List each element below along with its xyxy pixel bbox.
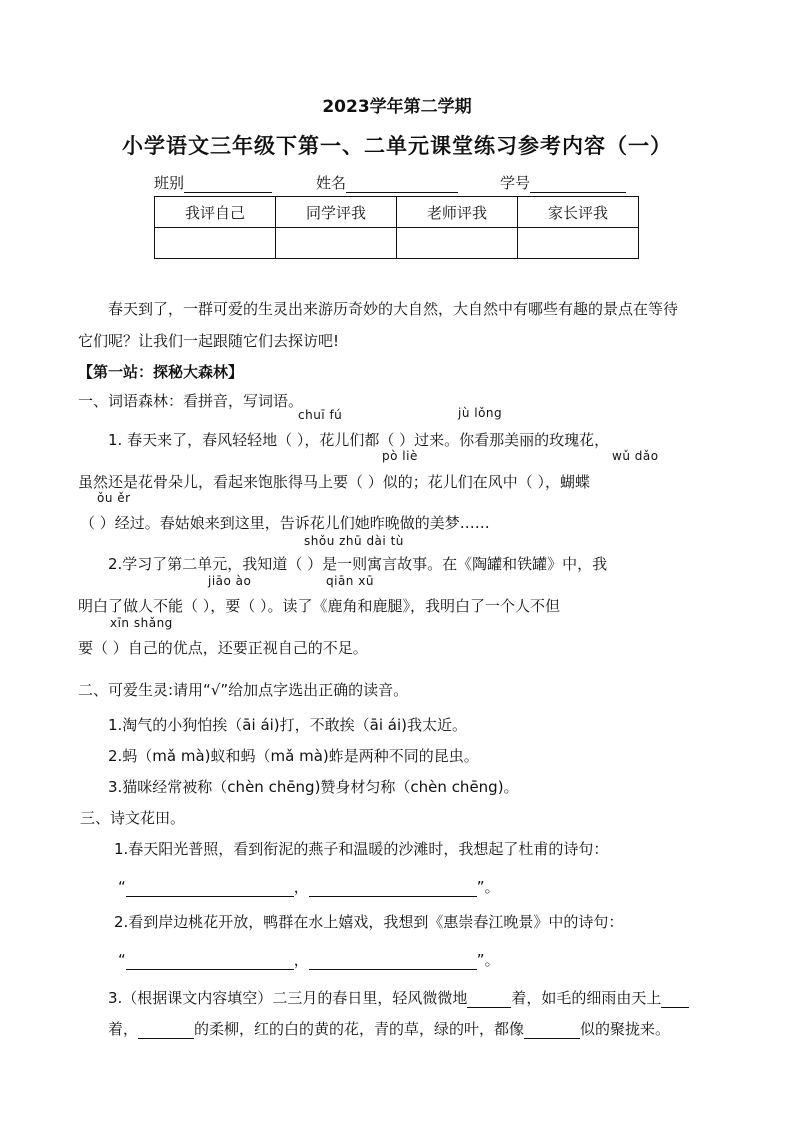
q1-line-2: 虽然还是花骨朵儿，看起来饱胀得马上要（ ）似的；花儿们在风中（ ），蝴蝶 bbox=[78, 473, 591, 491]
class-field bbox=[154, 172, 272, 193]
pinyin-chui-fu: chuī fú bbox=[298, 408, 343, 422]
term-title: 2023学年第二学期 bbox=[322, 97, 472, 117]
close-quote: ”。 bbox=[476, 878, 500, 896]
s3-q3-blank-2[interactable] bbox=[661, 992, 689, 1008]
eval-header-classmate: 同学评我 bbox=[276, 197, 397, 228]
s3-q3-text-1: 3.（根据课文内容填空）二三月的春日里，轻风微微地 bbox=[108, 989, 468, 1007]
pinyin-qian-xu: qiān xū bbox=[326, 574, 374, 588]
name-label: 姓名 bbox=[316, 174, 347, 192]
s3-q3-text-4: 的柔柳，红的白的黄的花，青的草，绿的叶，都像 bbox=[194, 1020, 525, 1038]
eval-header-self: 我评自己 bbox=[155, 197, 276, 228]
s3-q2-blank-1[interactable] bbox=[126, 954, 294, 970]
s3-q3-blank-1[interactable] bbox=[467, 992, 511, 1008]
class-blank[interactable] bbox=[184, 176, 272, 193]
s3-q1-blank-2[interactable] bbox=[309, 881, 477, 897]
pinyin-po-lie: pò liè bbox=[382, 449, 418, 463]
name-field bbox=[316, 172, 458, 193]
s3-q2: 2.看到岸边桃花开放，鸭群在水上嬉戏，我想到《惠崇春江晚景》中的诗句： bbox=[114, 913, 624, 931]
s2-q3: 3.猫咪经常被称（chèn chēng)赞身材匀称（chèn chēng)。 bbox=[108, 778, 519, 796]
s3-q2-answer-line bbox=[118, 949, 500, 970]
eval-cell-parent[interactable] bbox=[518, 228, 639, 259]
station-1-heading: 【第一站：探秘大森林】 bbox=[78, 363, 244, 381]
section-3-heading: 三、诗文花田。 bbox=[80, 809, 186, 827]
s3-q3-text-2: 着，如毛的细雨由天上 bbox=[511, 989, 662, 1007]
class-label: 班别 bbox=[154, 174, 185, 192]
eval-cell-teacher[interactable] bbox=[397, 228, 518, 259]
intro-line-1: 春天到了，一群可爱的生灵出来游历奇妙的大自然，大自然中有哪些有趣的景点在等待 bbox=[108, 300, 679, 318]
section-2-heading: 二、可爱生灵:请用“√”给加点字选出正确的读音。 bbox=[78, 681, 409, 699]
s3-q3-line-1 bbox=[108, 987, 689, 1008]
s3-q3-line-2 bbox=[108, 1018, 670, 1039]
pinyin-ju-long: jù lǒng bbox=[458, 406, 503, 420]
evaluation-table bbox=[154, 196, 639, 259]
comma: ， bbox=[293, 878, 309, 896]
evaluation-input-row bbox=[155, 228, 639, 259]
s3-q3-text-5: 似的聚拢来。 bbox=[580, 1020, 671, 1038]
id-blank[interactable] bbox=[530, 176, 626, 193]
open-quote: “ bbox=[118, 951, 126, 969]
pinyin-shou-zhu-dai-tu: shǒu zhū dài tù bbox=[304, 534, 404, 548]
pinyin-xin-shang: xīn shǎng bbox=[110, 616, 173, 630]
id-field bbox=[500, 172, 626, 193]
section-1-heading: 一、词语森林：看拼音，写词语。 bbox=[78, 392, 304, 410]
pinyin-jiao-ao: jiāo ào bbox=[208, 574, 252, 588]
s3-q1-answer-line bbox=[118, 876, 500, 897]
comma: ， bbox=[293, 951, 309, 969]
s3-q3-blank-3[interactable] bbox=[138, 1023, 194, 1039]
s3-q3-text-3: 着， bbox=[108, 1020, 139, 1038]
s3-q1: 1.春天阳光普照，看到衔泥的燕子和温暖的沙滩时，我想起了杜甫的诗句： bbox=[114, 840, 609, 858]
id-label: 学号 bbox=[500, 174, 531, 192]
evaluation-header-row bbox=[155, 197, 639, 228]
name-blank[interactable] bbox=[346, 176, 458, 193]
eval-cell-self[interactable] bbox=[155, 228, 276, 259]
s3-q1-blank-1[interactable] bbox=[126, 881, 294, 897]
q2-line-1: 2.学习了第二单元，我知道（ ）是一则寓言故事。在《陶罐和铁罐》中，我 bbox=[108, 555, 608, 573]
s2-q2: 2.蚂（mǎ mà)蚁和蚂（mǎ mà)蚱是两种不同的昆虫。 bbox=[108, 747, 479, 765]
q1-line-3: （ ）经过。春姑娘来到这里，告诉花儿们她昨晚做的美梦…… bbox=[80, 514, 490, 532]
eval-cell-classmate[interactable] bbox=[276, 228, 397, 259]
s3-q3-blank-4[interactable] bbox=[524, 1023, 580, 1039]
eval-header-parent: 家长评我 bbox=[518, 197, 639, 228]
open-quote: “ bbox=[118, 878, 126, 896]
q2-line-2: 明白了做人不能（ ），要（ ）。读了《鹿角和鹿腿》，我明白了一个人不但 bbox=[78, 597, 561, 615]
close-quote: ”。 bbox=[476, 951, 500, 969]
q1-line-1: 1. 春天来了，春风轻轻地（ ），花儿们都（ ）过来。你看那美丽的玫瑰花， bbox=[108, 431, 610, 449]
s2-q1: 1.淘气的小狗怕挨（āi ái)打，不敢挨（āi ái)我太近。 bbox=[108, 716, 467, 734]
page-title: 小学语文三年级下第一、二单元课堂练习参考内容（一） bbox=[122, 134, 672, 158]
eval-header-teacher: 老师评我 bbox=[397, 197, 518, 228]
pinyin-wu-dao: wǔ dǎo bbox=[612, 449, 659, 463]
intro-line-2: 它们呢？让我们一起跟随它们去探访吧! bbox=[78, 332, 340, 350]
s3-q2-blank-2[interactable] bbox=[309, 954, 477, 970]
pinyin-ou-er: ǒu ěr bbox=[97, 491, 131, 505]
q2-line-3: 要（ ）自己的优点，还要正视自己的不足。 bbox=[78, 639, 368, 657]
